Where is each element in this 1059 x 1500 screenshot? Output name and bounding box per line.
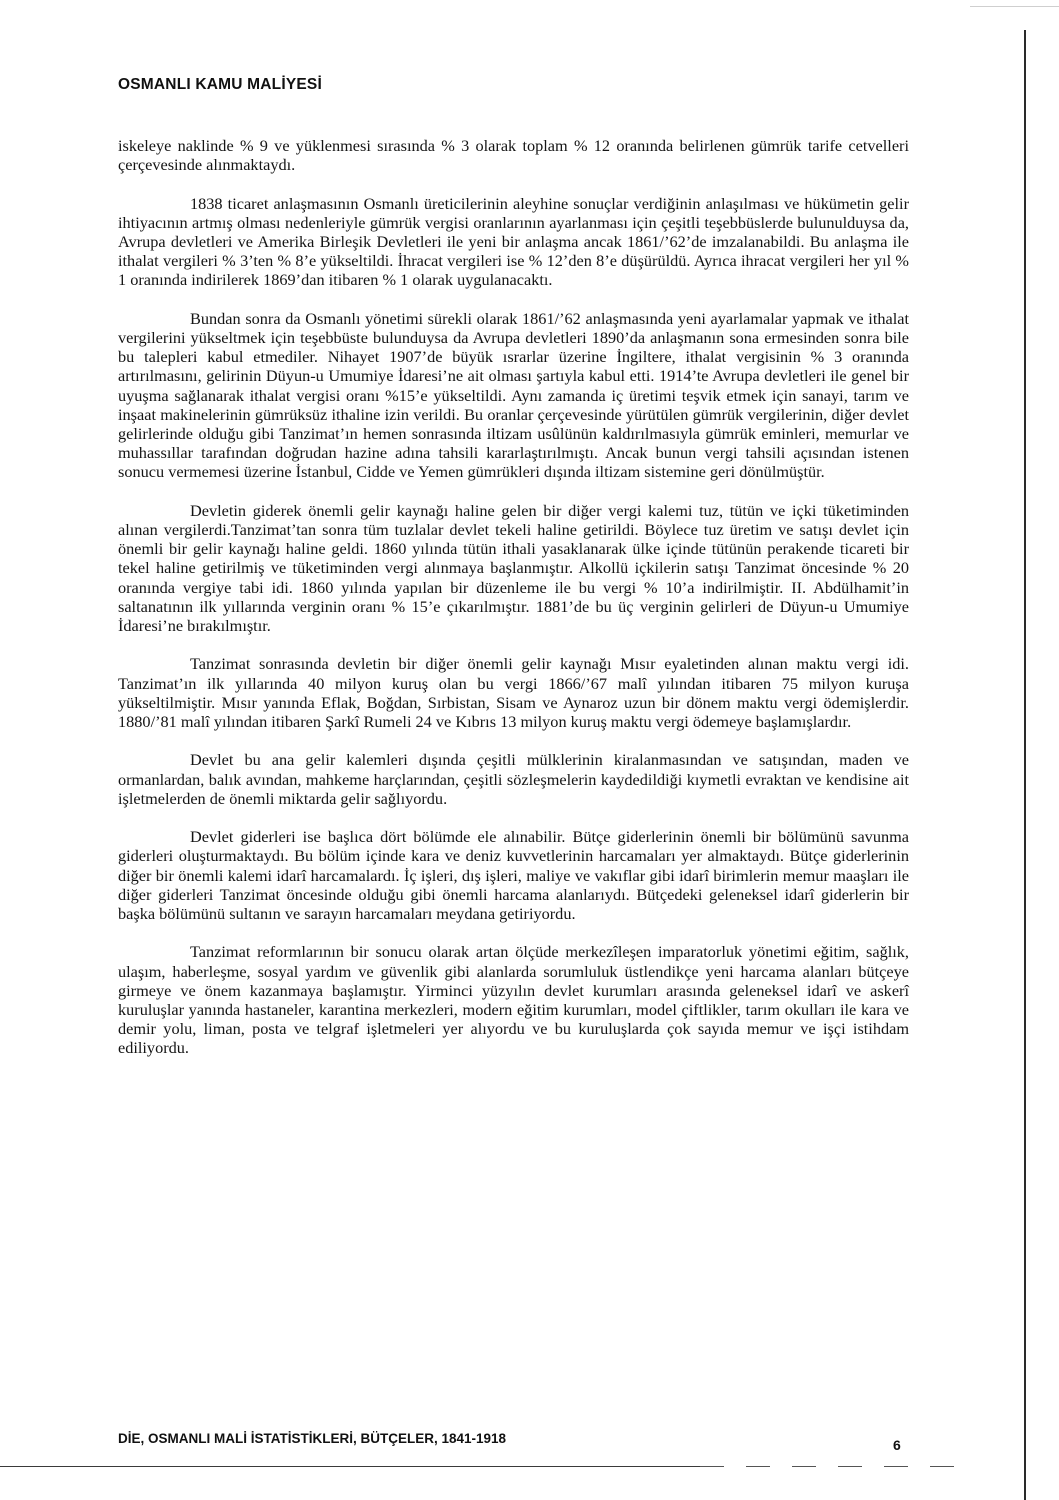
scan-edge-right	[1024, 30, 1026, 1500]
running-footer: DİE, OSMANLI MALİ İSTATİSTİKLERİ, BÜTÇELER, 1841-1918	[118, 1431, 507, 1446]
paragraph: Tanzimat sonrasında devletin bir diğer önemli gelir kaynağı Mısır eyaletinden alınan maktu vergi idi. Tanzimat’ın ilk yıllarında 40 milyon kuruş olan bu vergi 1866/’67 malî yılından itibaren 75 milyon kuruşa yükseltilmiştir. Mısır yanında Eflak, Boğdan, Sırbistan, Sisam ve Aynaroz uzun bir dönem maktu vergi ödemişlerdir. 1880/’81 malî yılından itibaren Şarkî Rumeli 24 ve Kıbrıs 13 milyon kuruş maktu vergi ödemeye başlamışlardır.	[118, 654, 909, 732]
paragraph: 1838 ticaret anlaşmasının Osmanlı üreticilerinin aleyhine sonuçlar verdiğinin anlaşılması ve hükümetin gelir ihtiyacının artmış olması nedenleriyle gümrük vergisi oranlarının ayarlanması için çeşitli teşebbüslerde bulunulduysa da, Avrupa devletleri ve Amerika Birleşik Devletleri ile yeni bir anlaşma ancak 1861/’62’de imzalanabildi. Bu anlaşma ile ithalat vergileri % 3’ten % 8’e yükseltildi. İhracat vergileri ise % 12’den 8’e düşürüldü. Ayrıca ihracat vergileri her yıl % 1 oranında indirilerek 1869’dan itibaren % 1 olarak uygulanacaktı.	[118, 193, 909, 290]
running-header: OSMANLI KAMU MALİYESİ	[118, 76, 322, 93]
paragraph: iskeleye naklinde % 9 ve yüklenmesi sırasında % 3 olarak toplam % 12 oranında belirlenen gümrük tarife cetvelleri çerçevesinde alınmaktaydı.	[118, 136, 909, 175]
paragraph: Devletin giderek önemli gelir kaynağı haline gelen bir diğer vergi kalemi tuz, tütün ve içki tüketiminden alınan vergilerdi.Tanzimat’tan sonra tüm tuzlalar devlet tekeli haline getirildi. Böylece tuz üretim ve satışı devlet için önemli bir gelir kaynağı haline geldi. 1860 yılında tütün ithali yasaklanarak ülke içinde tütünün perakende ticareti bir tekel haline getirilmiş ve tüketiminden vergi alınmaya başlanmıştır. Alkollü içkilerin satışı Tanzimat öncesinde % 20 oranında vergiye tabi idi. 1860 yılında yapılan bir düzenleme ile bu vergi % 10’a indirilmiştir. II. Abdülhamit’in saltanatının ilk yıllarında verginin oranı % 15’e çıkarılmıştır. 1881’de bu üç verginin gelirleri de Düyun-u Umumiye İdaresi’ne bırakılmıştır.	[118, 500, 909, 636]
body-text	[118, 136, 909, 1077]
paragraph: Devlet bu ana gelir kalemleri dışında çeşitli mülklerinin kiralanmasından ve satışından, maden ve ormanlardan, balık avından, mahkeme harçlarından, çeşitli sözleşmelerin kaydedildiği kıymetli evraktan ve kendisine ait işletmelerden de önemli miktarda gelir sağlıyordu.	[118, 750, 909, 808]
page-number: 6	[893, 1437, 901, 1453]
paragraph: Tanzimat reformlarının bir sonucu olarak artan ölçüde merkezîleşen imparatorluk yönetimi eğitim, sağlık, ulaşım, haberleşme, sosyal yardım ve güvenlik gibi alanlarda sorumluluk üstlendikçe yeni harcama alanları bütçeye girmeye ve önem kazanmaya başlamıştır. Yirminci yüzyılın devlet kurumları arasında geleneksel idarî ve askerî kuruluşlar yanında hastaneler, karantina merkezleri, modern eğitim kurumları, model çiftlikler, tarım okulları ile kara ve demir yolu, liman, posta ve telgraf işletmeleri yer alıyordu ve bu kuruluşlarda çok sayıda memur ve işçi istihdam ediliyordu.	[118, 942, 909, 1058]
paragraph: Devlet giderleri ise başlıca dört bölümde ele alınabilir. Bütçe giderlerinin önemli bir bölümünü savunma giderleri oluşturmaktaydı. Bu bölüm içinde kara ve deniz kuvvetlerinin harcamaları yer almaktaydı. Bütçe giderlerinin diğer bir önemli kalemi idarî harcamalardı. İç işleri, dış işleri, maliye ve vakıflar gibi idarî birimlerin memur maaşları ile diğer giderleri Tanzimat öncesinde olduğu gibi önemli harcama alanlarıydı. Bütçedeki geleneksel idarî giderlerin bir başka bölümünü sultanın ve sarayın harcamaları meydana getiriyordu.	[118, 827, 909, 924]
scan-edge-bottom	[0, 1466, 700, 1467]
paragraph: Bundan sonra da Osmanlı yönetimi sürekli olarak 1861/’62 anlaşmasında yeni ayarlamalar yapmak ve ithalat vergilerini yükseltmek için teşebbüste bulunduysa da Avrupa devletleri 1890’da anlaşmanın sona ermesinden sonra bile bu talepleri kabul etmediler. Nihayet 1907’de büyük ısrarlar üzerine İngiltere, ithalat vergisinin % 3 oranında artırılmasını, gelirinin Düyun-u Umumiye İdaresi’ne ait olması şartıyla kabul etti. 1914’te Avrupa devletleri ile genel bir uyuşma sağlanarak ithalat vergisi oranı %15’e yükseltildi. Aynı zamanda iç üretimi teşvik etmek için sanayi, tarım ve inşaat makinelerinin gümrüksüz ithaline izin verildi. Bu oranlar çerçevesinde yürütülen gümrük vergilerinin, diğer devlet gelirlerinde olduğu gibi Tanzimat’ın hemen sonrasında iltizam usûlünün kaldırılmasıyla gümrük eminleri, memurlar ve muhassıllar tarafından doğrudan hazine adına tahsili kararlaştırılmıştı. Ancak bunun vergi tahsili açısından istenen sonucu vermemesi üzerine İstanbul, Cidde ve Yemen gümrükleri dışında iltizam sistemine geri dönülmüştür.	[118, 308, 909, 482]
scan-edge-top	[970, 6, 1059, 7]
scan-edge-dashes	[700, 1466, 960, 1467]
